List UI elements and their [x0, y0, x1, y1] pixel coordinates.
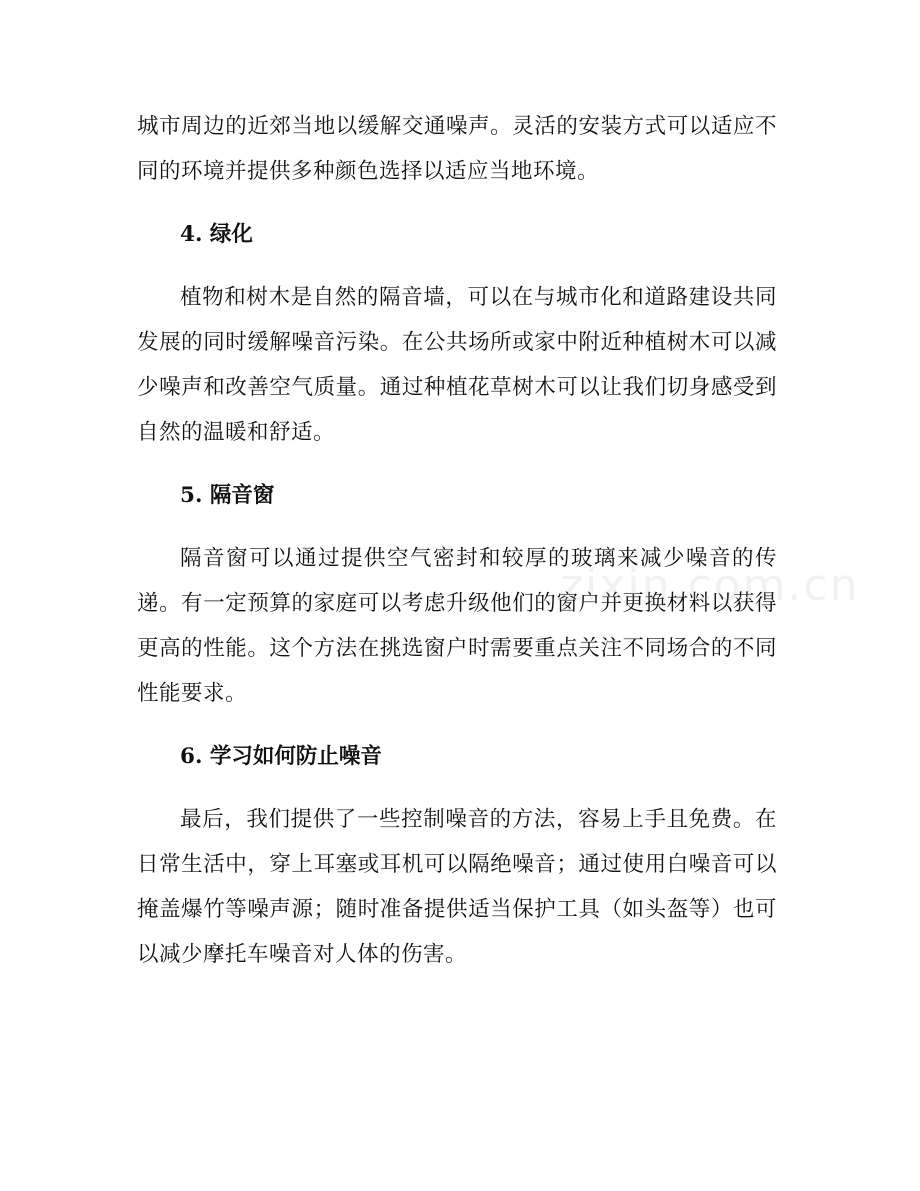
heading-soundproof-windows: 5. 隔音窗 [180, 483, 275, 508]
paragraph-prevent-noise: 最后，我们提供了一些控制噪音的方法，容易上手且免费。在日常生活中，穿上耳塞或耳机可以隔绝噪音；通过使用白噪音可以掩盖爆竹等噪声源；随时准备提供适当保护工具（如头盔等）也可以减少摩托车噪音对人体的伤害。 [137, 807, 777, 967]
watermark-text: zixin.com.cn [560, 560, 860, 611]
document-body [137, 104, 777, 977]
heading-prevent-noise: 6. 学习如何防止噪音 [180, 744, 382, 769]
heading-greening: 4. 绿化 [180, 222, 253, 247]
paragraph-soundproof-windows: 隔音窗可以通过提供空气密封和较厚的玻璃来减少噪音的传递。有一定预算的家庭可以考虑升级他们的窗户并更换材料以获得更高的性能。这个方法在挑选窗户时需要重点关注不同场合的不同性能要求。 [137, 546, 777, 706]
paragraph-intro: 城市周边的近郊当地以缓解交通噪声。灵活的安装方式可以适应不同的环境并提供多种颜色选择以适应当地环境。 [137, 114, 777, 184]
paragraph-greening: 植物和树木是自然的隔音墙，可以在与城市化和道路建设共同发展的同时缓解噪音污染。在公共场所或家中附近种植树木可以减少噪声和改善空气质量。通过种植花草树木可以让我们切身感受到自然的温暖和舒适。 [137, 285, 777, 445]
